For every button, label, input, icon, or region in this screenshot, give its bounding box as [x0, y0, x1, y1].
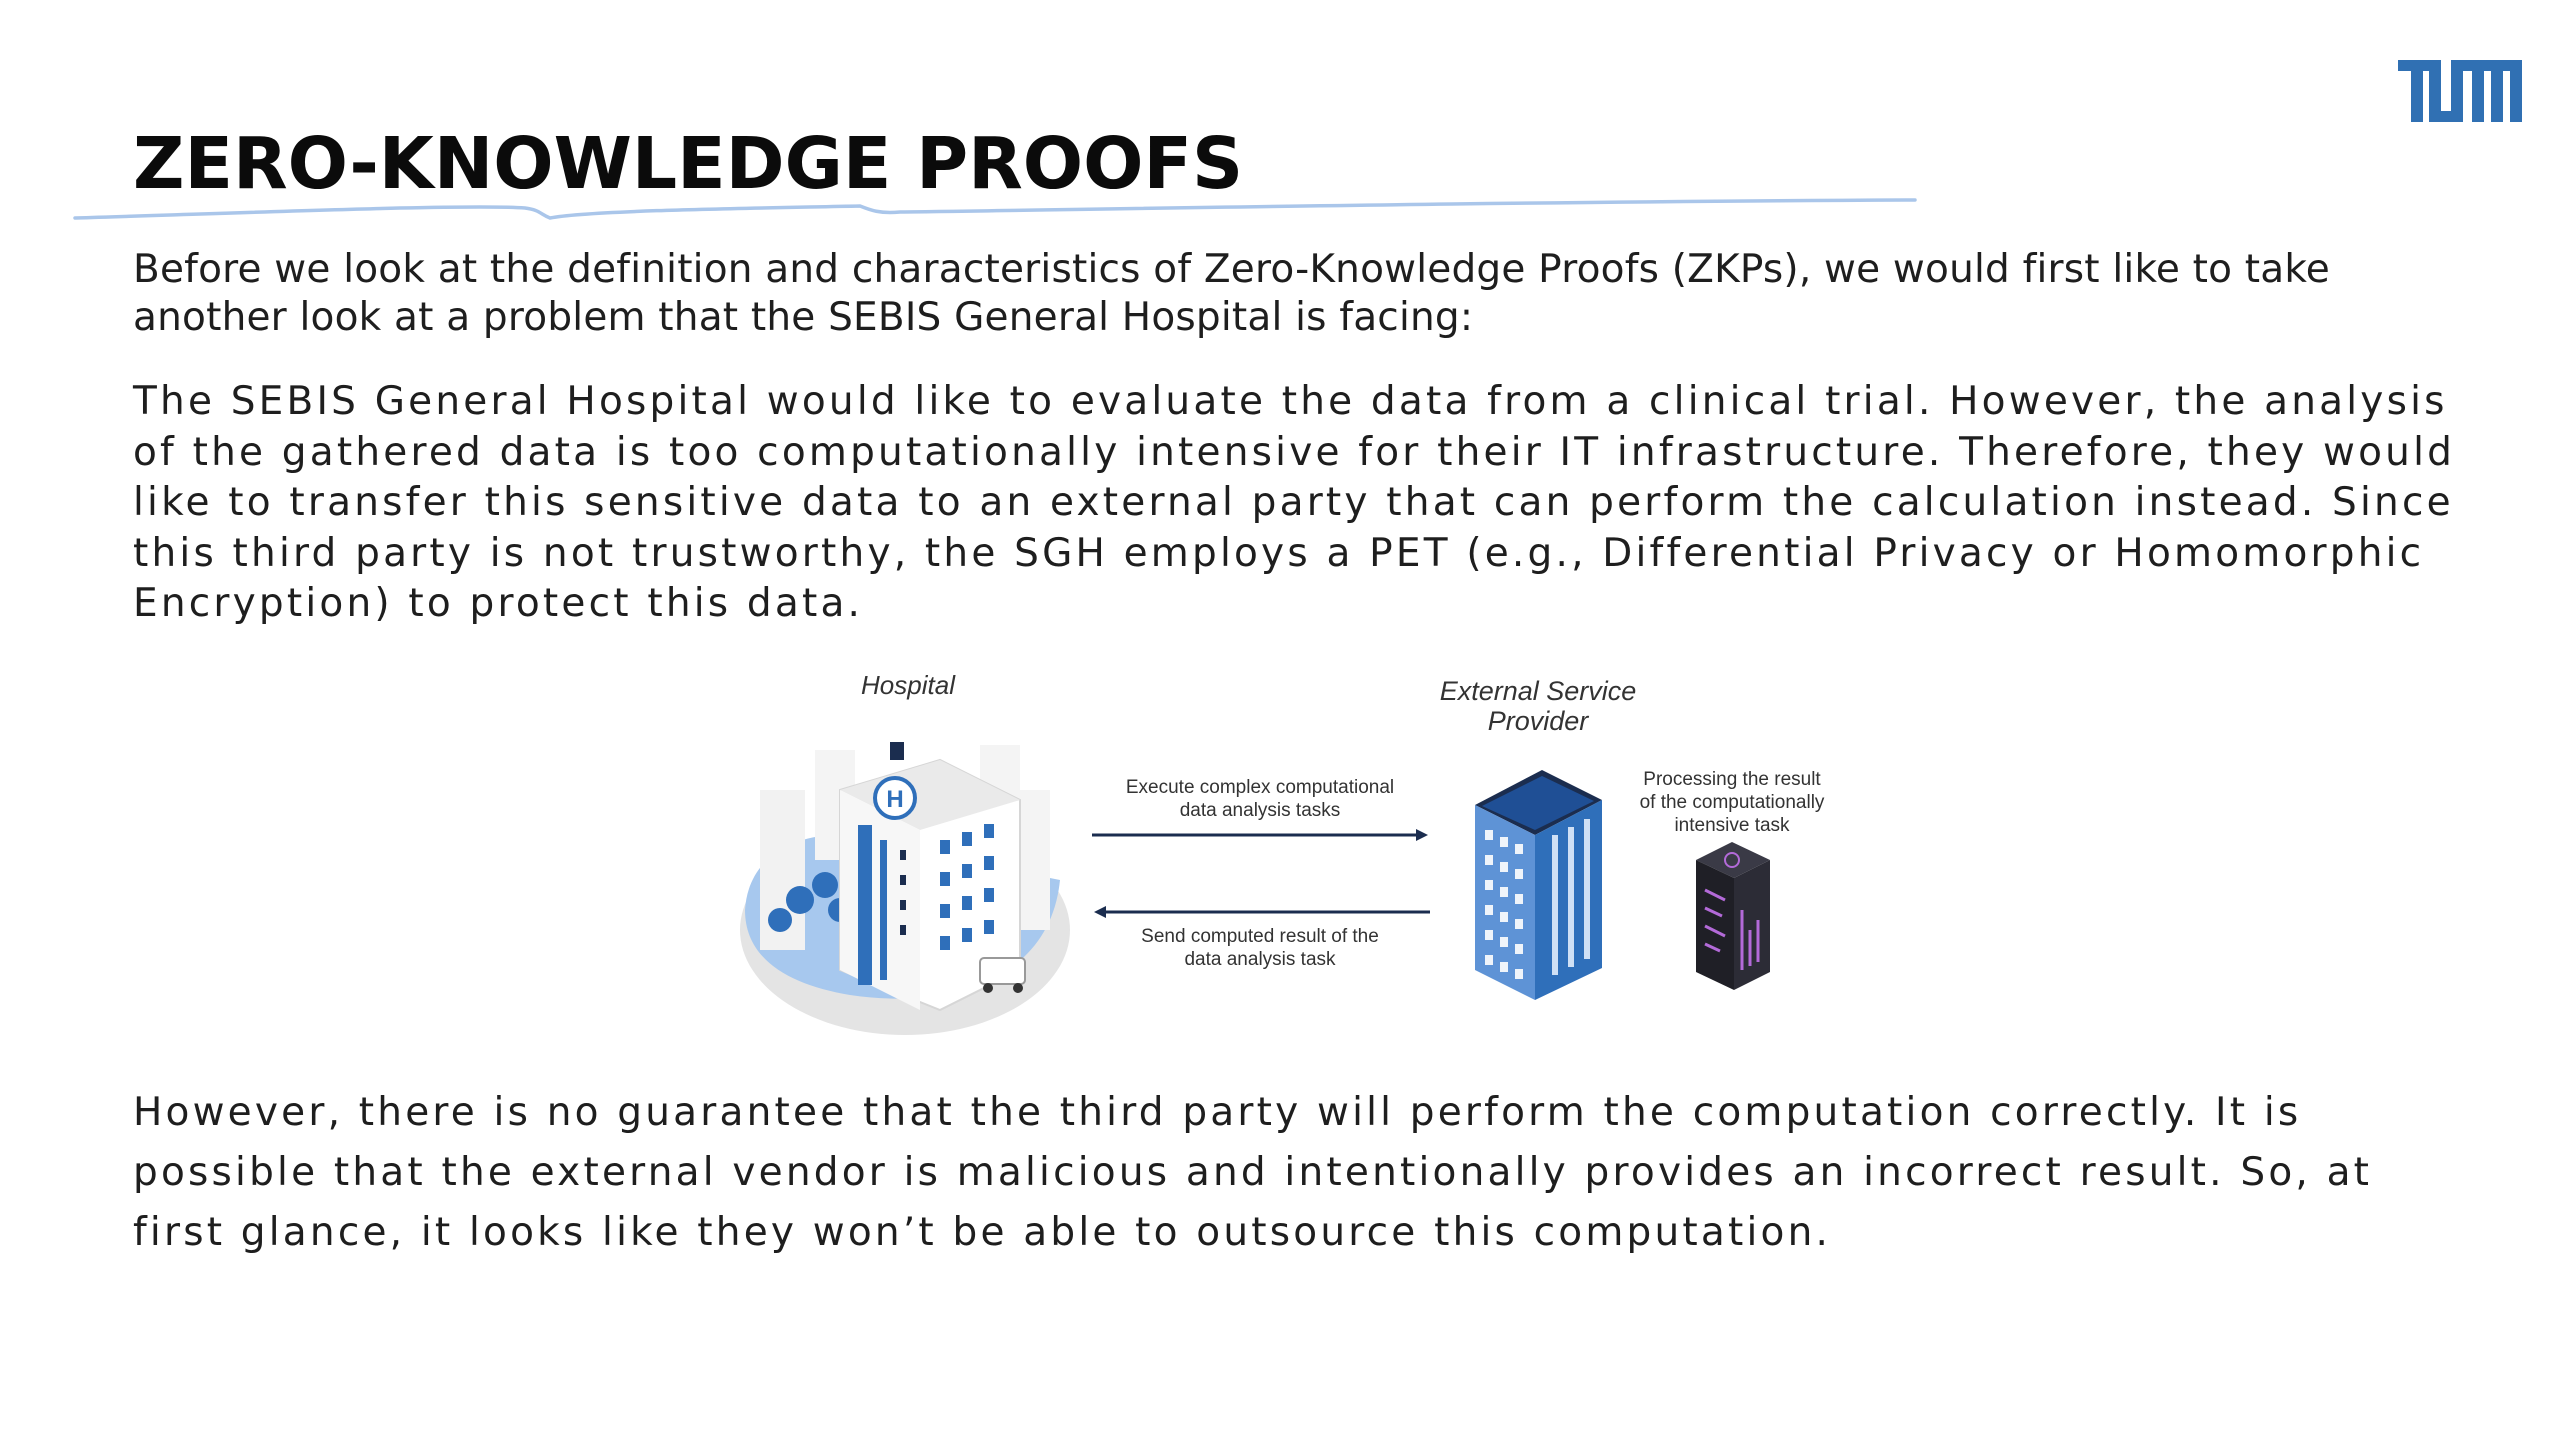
provider-label-2: Provider: [1487, 706, 1589, 736]
conclusion-paragraph: However, there is no guarantee that the third party will perform the computation correctly. It is possible that the external vendor is malicious and intentionally provides an incorrect result. So, at first glance, it looks like they won’t be able to outsource this computation.: [133, 1090, 2373, 1255]
scenario-paragraph: The SEBIS General Hospital would like to evaluate the data from a clinical trial. However, the analysis of the gathered data is too computationally intensive for their IT infrastructure. Therefore, they would like to transfer this sensitive data to an external party that can perform the calculation instead. Since this third party is not trustworthy, the SGH employs a PET (e.g., Differential Privacy or Homomorphic Encryption) to protect this data.: [133, 379, 2456, 626]
office-building-illustration: [1475, 770, 1602, 1000]
server-icon: [1696, 842, 1770, 990]
page-title: ZERO-KNOWLEDGE PROOFS: [133, 122, 1244, 205]
tum-logo: [2398, 60, 2522, 122]
hospital-label: Hospital: [861, 670, 955, 700]
processing-label-1: Processing the result: [1643, 769, 1821, 790]
outsourcing-diagram: [730, 650, 1850, 1050]
processing-label-3: intensive task: [1674, 815, 1790, 836]
provider-label-1: External Service: [1439, 676, 1637, 706]
arrow-left-icon: [1094, 906, 1430, 918]
title-underline: [70, 190, 1920, 230]
intro-paragraph: Before we look at the definition and characteristics of Zero-Knowledge Proofs (ZKPs), we would first like to take another look at a problem that the SEBIS General Hospital is facing:: [133, 247, 2330, 340]
arrow-right-icon: [1092, 829, 1428, 841]
svg-text:H: H: [886, 786, 904, 813]
processing-label-2: of the computationally: [1639, 792, 1825, 813]
hospital-illustration: [740, 742, 1070, 1035]
arrow-bottom-label-2: data analysis task: [1184, 949, 1336, 970]
arrow-top-label-1: Execute complex computational: [1125, 777, 1395, 798]
arrow-top-label-2: data analysis tasks: [1179, 800, 1341, 821]
arrow-bottom-label-1: Send computed result of the: [1141, 926, 1379, 947]
